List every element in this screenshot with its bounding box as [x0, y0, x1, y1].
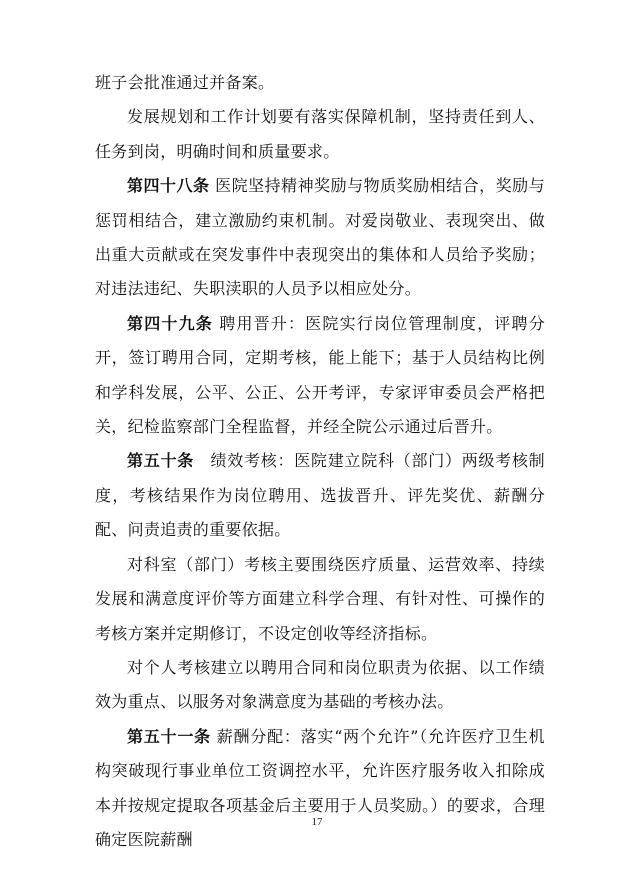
paragraph-text: 对个人考核建立以聘用合同和岗位职责为依据、以工作绩效为重点、以服务对象满意度为基础的考核办法。 [95, 657, 545, 712]
article-title: 第四十八条 [127, 176, 210, 196]
paragraph-text: 医院坚持精神奖励与物质奖励相结合，奖励与惩罚相结合，建立激励约束机制。对爱岗敬业、表现突出、做出重大贡献或在突发事件中表现突出的集体和人员给予奖励；对违法违纪、失职渎职的人员予以相应处分。 [95, 176, 545, 299]
paragraph-article-48 [95, 169, 545, 307]
article-title: 第四十九条 [127, 313, 213, 333]
paragraph-department-assessment [95, 548, 545, 651]
paragraph-text: 薪酬分配：落实“两个允许”（允许医疗卫生机构突破现行事业单位工资调控水平，允许医疗服务收入扣除成本并按规定提取各项基金后主要用于人员奖励。）的要求，合理确定医院薪酬 [95, 726, 545, 849]
paragraph-text: 对科室（部门）考核主要围绕医疗质量、运营效率、持续发展和满意度评价等方面建立科学合理、有针对性、可操作的考核方案并定期修订，不设定创收等经济指标。 [95, 554, 545, 643]
page-number: 17 [311, 816, 323, 828]
paragraph-article-50 [95, 444, 545, 547]
paragraph-planning [95, 100, 545, 169]
document-body [95, 66, 545, 857]
article-title: 第五十一条 [127, 726, 211, 746]
paragraph-text: 发展规划和工作计划要有落实保障机制，坚持责任到人、任务到岗，明确时间和质量要求。 [95, 107, 545, 161]
paragraph-article-51 [95, 720, 545, 858]
paragraph-approval [95, 66, 545, 100]
paragraph-text: 班子会批准通过并备案。 [95, 73, 275, 92]
paragraph-individual-assessment [95, 651, 545, 720]
article-title: 第五十条 [127, 451, 194, 471]
paragraph-article-49 [95, 307, 545, 445]
paragraph-text: 聘用晋升：医院实行岗位管理制度，评聘分开，签订聘用合同，定期考核，能上能下；基于人员结构比例和学科发展，公平、公正、公开考评，专家评审委员会严格把关，纪检监察部门全程监督，并经全院公示通过后晋升。 [95, 313, 545, 437]
paragraph-text: 绩效考核：医院建立院科（部门）两级考核制度，考核结果作为岗位聘用、选拔晋升、评先奖优、薪酬分配、问责追责的重要依据。 [95, 451, 545, 540]
